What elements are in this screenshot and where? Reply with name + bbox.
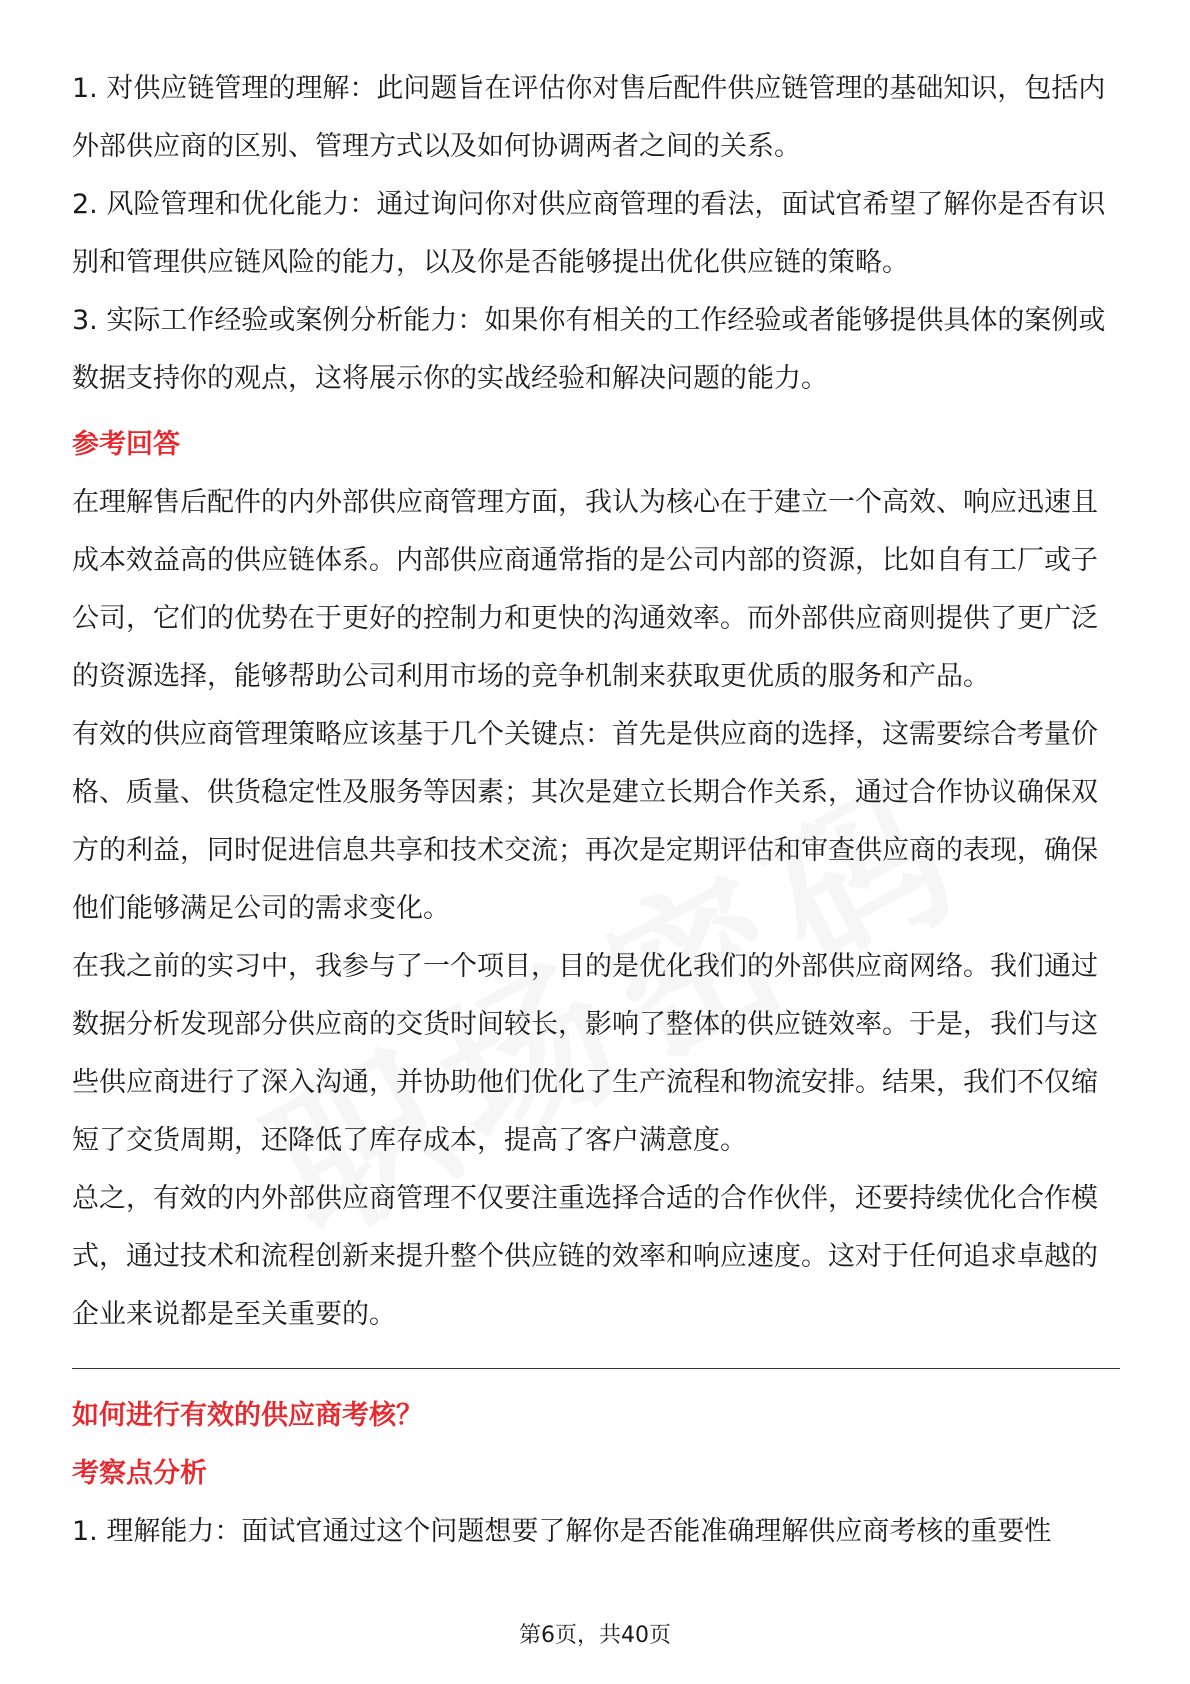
analysis-item-2: 2. 风险管理和优化能力：通过询问你对供应商管理的看法，面试官希望了解你是否有识别和管理供应链风险的能力，以及你是否能够提出优化供应链的策略。 [72, 189, 1106, 278]
page-number: 第6页，共40页 [519, 1623, 671, 1648]
page-footer [0, 1618, 1190, 1649]
page-content [72, 60, 1120, 1561]
analysis-item-1: 1. 对供应链管理的理解：此问题旨在评估你对售后配件供应链管理的基础知识，包括内外部供应商的区别、管理方式以及如何协调两者之间的关系。 [72, 73, 1106, 162]
reference-paragraph-4: 总之，有效的内外部供应商管理不仅要注重选择合适的合作伙伴，还要持续优化合作模式，通过技术和流程创新来提升整个供应链的效率和响应速度。这对于任何追求卓越的企业来说都是至关重要的。 [72, 1183, 1098, 1330]
analysis-item-3: 3. 实际工作经验或案例分析能力：如果你有相关的工作经验或者能够提供具体的案例或数据支持你的观点，这将展示你的实战经验和解决问题的能力。 [72, 305, 1106, 394]
section-divider [72, 1368, 1120, 1369]
reference-answer-heading: 参考回答 [72, 429, 180, 460]
next-analysis-item-1: 1. 理解能力：面试官通过这个问题想要了解你是否能准确理解供应商考核的重要性 [72, 1516, 1052, 1547]
reference-paragraph-2: 有效的供应商管理策略应该基于几个关键点：首先是供应商的选择，这需要综合考量价格、质量、供货稳定性及服务等因素；其次是建立长期合作关系，通过合作协议确保双方的利益，同时促进信息共享和技术交流；再次是定期评估和审查供应商的表现，确保他们能够满足公司的需求变化。 [72, 719, 1098, 924]
reference-paragraph-3: 在我之前的实习中，我参与了一个项目，目的是优化我们的外部供应商网络。我们通过数据分析发现部分供应商的交货时间较长，影响了整体的供应链效率。于是，我们与这些供应商进行了深入沟通，并协助他们优化了生产流程和物流安排。结果，我们不仅缩短了交货周期，还降低了库存成本，提高了客户满意度。 [72, 951, 1098, 1156]
reference-paragraph-1: 在理解售后配件的内外部供应商管理方面，我认为核心在于建立一个高效、响应迅速且成本效益高的供应链体系。内部供应商通常指的是公司内部的资源，比如自有工厂或子公司，它们的优势在于更好的控制力和更快的沟通效率。而外部供应商则提供了更广泛的资源选择，能够帮助公司利用市场的竞争机制来获取更优质的服务和产品。 [72, 487, 1098, 692]
question-title: 如何进行有效的供应商考核？ [72, 1400, 423, 1431]
analysis-heading: 考察点分析 [72, 1458, 207, 1489]
